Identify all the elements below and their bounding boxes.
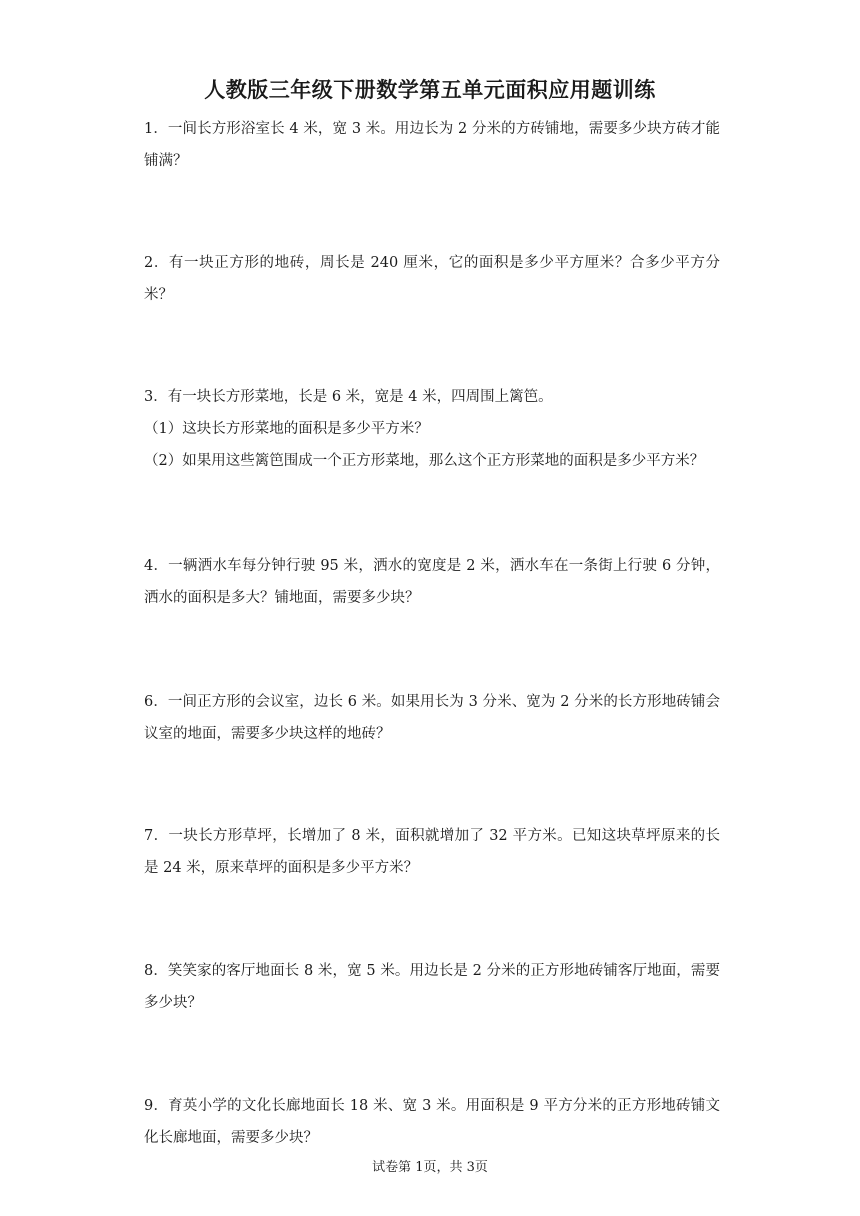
question-text: 1．一间长方形浴室长 4 米，宽 3 米。用边长为 2 分米的方砖铺地，需要多少块方砖才能铺满？ — [144, 121, 720, 169]
question-3 — [144, 381, 720, 477]
question-text: 4．一辆洒水车每分钟行驶 95 米，洒水的宽度是 2 米，洒水车在一条街上行驶 6 分钟，洒水的面积是多大？铺地面，需要多少块？ — [144, 558, 720, 606]
question-text: 2．有一块正方形的地砖，周长是 240 厘米，它的面积是多少平方厘米？合多少平方分米？ — [144, 255, 720, 303]
question-4 — [144, 550, 720, 614]
question-2 — [144, 247, 720, 311]
question-7 — [144, 820, 720, 884]
question-text: 7．一块长方形草坪，长增加了 8 米，面积就增加了 32 平方米。已知这块草坪原来的长是 24 米，原来草坪的面积是多少平方米？ — [144, 828, 720, 876]
question-text: 3．有一块长方形菜地，长是 6 米，宽是 4 米，四周围上篱笆。 — [144, 389, 553, 405]
sub-question-1: （1）这块长方形菜地的面积是多少平方米？ — [144, 421, 429, 437]
sub-question-2: （2）如果用这些篱笆围成一个正方形菜地，那么这个正方形菜地的面积是多少平方米？ — [144, 453, 705, 469]
page-footer: 试卷第 1页，共 3页 — [372, 1160, 488, 1175]
question-text: 9．育英小学的文化长廊地面长 18 米、宽 3 米。用面积是 9 平方分米的正方形地砖铺文化长廊地面，需要多少块？ — [144, 1098, 720, 1146]
question-6 — [144, 686, 720, 750]
question-text: 8．笑笑家的客厅地面长 8 米，宽 5 米。用边长是 2 分米的正方形地砖铺客厅地面，需要多少块？ — [144, 963, 720, 1011]
question-text: 6．一间正方形的会议室，边长 6 米。如果用长为 3 分米、宽为 2 分米的长方形地砖铺会议室的地面，需要多少块这样的地砖？ — [144, 694, 720, 742]
page-title: 人教版三年级下册数学第五单元面积应用题训练 — [204, 78, 656, 102]
question-9 — [144, 1090, 720, 1154]
question-8 — [144, 955, 720, 1019]
question-1 — [144, 113, 720, 177]
